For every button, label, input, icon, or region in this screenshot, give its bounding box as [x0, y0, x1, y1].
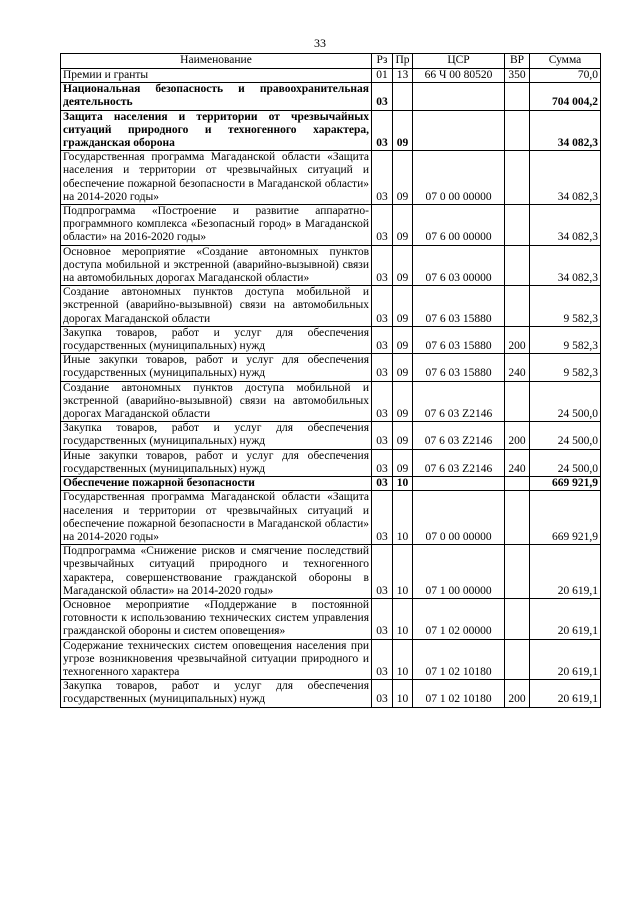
cell-sum: 34 082,3 [530, 151, 601, 205]
cell-vr: 350 [505, 69, 530, 83]
cell-sum: 20 619,1 [530, 680, 601, 707]
cell-rz: 03 [372, 326, 393, 353]
table-row [61, 639, 601, 680]
cell-name: Создание автономных пунктов доступа мобильной и экстренной (аварийно-вызывной) связи на автомобильных дорогах Магаданской области [61, 381, 372, 422]
cell-name: Закупка товаров, работ и услуг для обеспечения государственных (муниципальных) нужд [61, 326, 372, 353]
cell-csr: 07 1 00 00000 [413, 545, 505, 599]
cell-vr [505, 245, 530, 286]
cell-name: Содержание технических систем оповещения населения при угрозе возникновения чрезвычайной ситуации природного и техногенного характера [61, 639, 372, 680]
cell-pr: 09 [393, 326, 413, 353]
cell-name: Иные закупки товаров, работ и услуг для обеспечения государственных (муниципальных) нужд [61, 354, 372, 381]
cell-vr: 200 [505, 326, 530, 353]
table-row [61, 422, 601, 449]
cell-csr: 07 6 03 15880 [413, 286, 505, 327]
header-vr: ВР [505, 54, 530, 69]
table-row [61, 491, 601, 545]
cell-vr [505, 598, 530, 639]
table-row [61, 449, 601, 476]
cell-csr: 07 0 00 00000 [413, 491, 505, 545]
cell-vr [505, 491, 530, 545]
header-sum: Сумма [530, 54, 601, 69]
cell-csr: 07 6 03 Z2146 [413, 381, 505, 422]
cell-pr: 10 [393, 680, 413, 707]
cell-name: Подпрограмма «Построение и развитие аппаратно-программного комплекса «Безопасный город» в Магаданской области» на 2016-2020 годы» [61, 205, 372, 246]
cell-rz: 03 [372, 354, 393, 381]
cell-pr: 09 [393, 381, 413, 422]
cell-pr: 09 [393, 205, 413, 246]
cell-name: Обеспечение пожарной безопасности [61, 477, 372, 491]
cell-rz: 03 [372, 151, 393, 205]
cell-name: Государственная программа Магаданской области «Защита населения и территории от чрезвычайных ситуаций и обеспечение пожарной безопасности в Магаданской области» на 2014-2020 годы» [61, 491, 372, 545]
cell-rz: 03 [372, 422, 393, 449]
header-pr: Пр [393, 54, 413, 69]
cell-name: Основное мероприятие «Поддержание в постоянной готовности к использованию технических систем управления гражданской обороны и систем оповещения» [61, 598, 372, 639]
cell-csr [413, 83, 505, 110]
cell-sum: 20 619,1 [530, 545, 601, 599]
cell-rz: 03 [372, 491, 393, 545]
cell-vr [505, 286, 530, 327]
table-row [61, 545, 601, 599]
cell-vr [505, 477, 530, 491]
cell-pr: 09 [393, 286, 413, 327]
cell-pr: 10 [393, 477, 413, 491]
cell-sum: 20 619,1 [530, 639, 601, 680]
cell-vr: 200 [505, 422, 530, 449]
cell-pr: 09 [393, 151, 413, 205]
cell-rz: 03 [372, 245, 393, 286]
cell-pr: 09 [393, 245, 413, 286]
cell-vr [505, 151, 530, 205]
cell-sum: 34 082,3 [530, 205, 601, 246]
header-name: Наименование [61, 54, 372, 69]
cell-name: Национальная безопасность и правоохранительная деятельность [61, 83, 372, 110]
cell-pr: 10 [393, 639, 413, 680]
cell-sum: 9 582,3 [530, 354, 601, 381]
cell-pr [393, 83, 413, 110]
cell-csr: 07 1 02 10180 [413, 680, 505, 707]
table-row [61, 354, 601, 381]
cell-sum: 34 082,3 [530, 245, 601, 286]
cell-pr: 09 [393, 449, 413, 476]
table-row [61, 205, 601, 246]
budget-table [60, 53, 601, 708]
cell-name: Создание автономных пунктов доступа мобильной и экстренной (аварийно-вызывной) связи на автомобильных дорогах Магаданской области [61, 286, 372, 327]
table-row [61, 110, 601, 151]
cell-rz: 03 [372, 381, 393, 422]
cell-sum: 24 500,0 [530, 381, 601, 422]
cell-name: Подпрограмма «Снижение рисков и смягчение последствий чрезвычайных ситуаций природного и техногенного характера, совершенствование гражданской обороны в Магаданской области» на 2014-2020 годы» [61, 545, 372, 599]
cell-csr [413, 110, 505, 151]
cell-rz: 01 [372, 69, 393, 83]
cell-sum: 34 082,3 [530, 110, 601, 151]
cell-csr: 07 0 00 00000 [413, 151, 505, 205]
cell-csr: 66 Ч 00 80520 [413, 69, 505, 83]
cell-name: Защита населения и территории от чрезвычайных ситуаций природного и техногенного характера, гражданская оборона [61, 110, 372, 151]
cell-csr: 07 6 00 00000 [413, 205, 505, 246]
table-row [61, 245, 601, 286]
cell-rz: 03 [372, 477, 393, 491]
cell-pr: 10 [393, 598, 413, 639]
cell-rz: 03 [372, 205, 393, 246]
cell-rz: 03 [372, 449, 393, 476]
cell-vr [505, 381, 530, 422]
cell-pr: 09 [393, 354, 413, 381]
cell-rz: 03 [372, 598, 393, 639]
cell-rz: 03 [372, 110, 393, 151]
table-row [61, 326, 601, 353]
table-row [61, 598, 601, 639]
table-row [61, 151, 601, 205]
cell-csr [413, 477, 505, 491]
cell-csr: 07 6 03 Z2146 [413, 449, 505, 476]
cell-sum: 20 619,1 [530, 598, 601, 639]
cell-vr: 240 [505, 449, 530, 476]
page-number: 33 [314, 36, 326, 50]
cell-rz: 03 [372, 83, 393, 110]
header-rz: Рз [372, 54, 393, 69]
table-row [61, 477, 601, 491]
cell-sum: 9 582,3 [530, 326, 601, 353]
cell-name: Закупка товаров, работ и услуг для обеспечения государственных (муниципальных) нужд [61, 422, 372, 449]
table-row [61, 69, 601, 83]
cell-pr: 13 [393, 69, 413, 83]
cell-pr: 09 [393, 110, 413, 151]
table-row [61, 83, 601, 110]
cell-name: Иные закупки товаров, работ и услуг для обеспечения государственных (муниципальных) нужд [61, 449, 372, 476]
cell-pr: 09 [393, 422, 413, 449]
table-row [61, 286, 601, 327]
cell-vr [505, 83, 530, 110]
cell-vr: 200 [505, 680, 530, 707]
cell-vr [505, 205, 530, 246]
cell-rz: 03 [372, 639, 393, 680]
cell-csr: 07 6 03 00000 [413, 245, 505, 286]
cell-sum: 70,0 [530, 69, 601, 83]
cell-sum: 669 921,9 [530, 477, 601, 491]
cell-sum: 24 500,0 [530, 422, 601, 449]
cell-sum: 704 004,2 [530, 83, 601, 110]
cell-vr [505, 545, 530, 599]
cell-sum: 669 921,9 [530, 491, 601, 545]
cell-name: Государственная программа Магаданской области «Защита населения и территории от чрезвычайных ситуаций и обеспечение пожарной безопасности в Магаданской области» на 2014-2020 годы» [61, 151, 372, 205]
cell-csr: 07 6 03 15880 [413, 326, 505, 353]
cell-sum: 24 500,0 [530, 449, 601, 476]
table-row [61, 381, 601, 422]
cell-csr: 07 6 03 15880 [413, 354, 505, 381]
cell-name: Закупка товаров, работ и услуг для обеспечения государственных (муниципальных) нужд [61, 680, 372, 707]
cell-vr [505, 110, 530, 151]
cell-rz: 03 [372, 545, 393, 599]
cell-rz: 03 [372, 286, 393, 327]
cell-pr: 10 [393, 491, 413, 545]
cell-pr: 10 [393, 545, 413, 599]
cell-csr: 07 1 02 00000 [413, 598, 505, 639]
cell-vr: 240 [505, 354, 530, 381]
cell-vr [505, 639, 530, 680]
header-csr: ЦСР [413, 54, 505, 69]
table-row [61, 680, 601, 707]
cell-sum: 9 582,3 [530, 286, 601, 327]
cell-csr: 07 1 02 10180 [413, 639, 505, 680]
cell-rz: 03 [372, 680, 393, 707]
table-header-row [61, 54, 601, 69]
cell-csr: 07 6 03 Z2146 [413, 422, 505, 449]
cell-name: Премии и гранты [61, 69, 372, 83]
cell-name: Основное мероприятие «Создание автономных пунктов доступа мобильной и экстренной (аварийно-вызывной) связи на автомобильных дорогах Магаданской области» [61, 245, 372, 286]
